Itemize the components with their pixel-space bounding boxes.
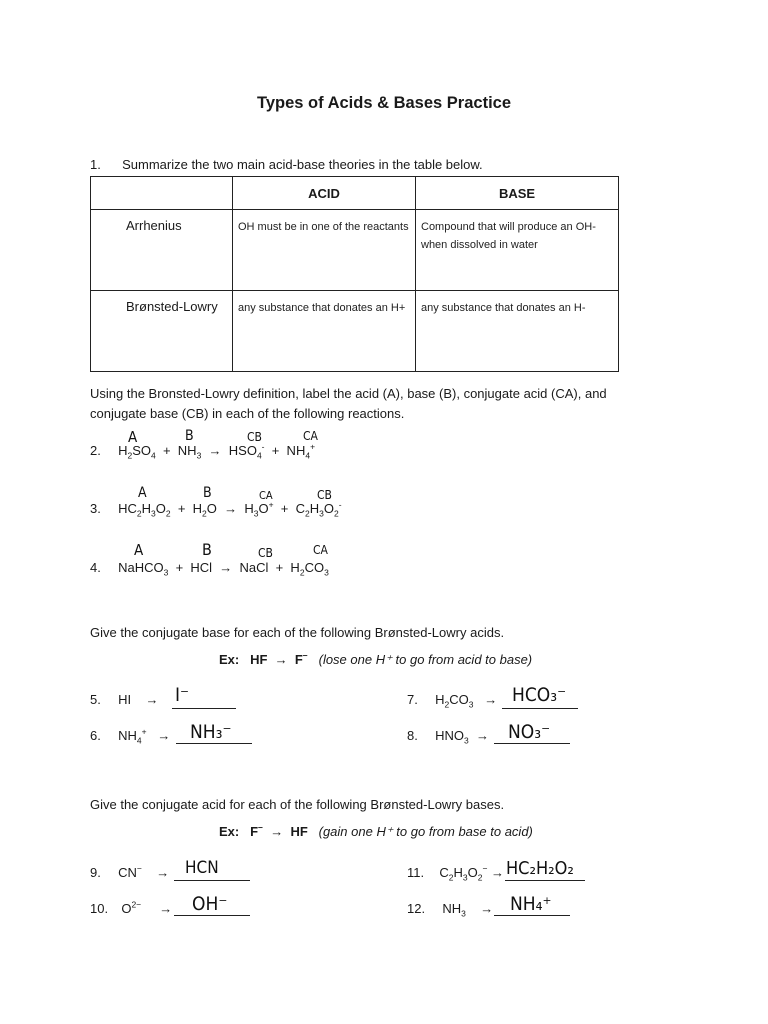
answer-blank — [502, 708, 578, 709]
question-7 — [407, 692, 498, 710]
table-header-empty — [91, 177, 233, 210]
question-9 — [90, 865, 169, 880]
question-formula: $O^{2-}$ → — [121, 899, 173, 916]
handwritten-label: CB — [258, 546, 273, 560]
conjugate-base-example — [219, 652, 532, 668]
label-instructions: Using the Bronsted-Lowry definition, label the acid (A), base (B), conjugate acid (CA), and conjugate base (CB) in each of the following reactions. — [90, 386, 607, 421]
theory-name: Arrhenius — [91, 210, 233, 291]
table-header-acid: ACID — [233, 177, 416, 210]
example-note: (gain one H⁺ to go from base to acid) — [318, 824, 533, 839]
handwritten-label: CA — [303, 429, 318, 443]
table-header-row — [91, 177, 619, 210]
question-6 — [90, 726, 171, 746]
example-equation: F− → HF — [250, 822, 308, 839]
handwritten-label: CA — [259, 489, 273, 502]
reaction-equation: NaHCO$_3$ + HCl → NaCl + $H_2CO_3$ — [118, 560, 329, 578]
question-prompt: Summarize the two main acid-base theories in the table below. — [122, 157, 483, 172]
reaction-4 — [90, 560, 329, 578]
example-equation: HF → F− — [250, 650, 308, 667]
page-title: Types of Acids & Bases Practice — [256, 94, 512, 112]
reaction-number: 2. — [90, 443, 101, 458]
handwritten-label: B — [185, 428, 194, 444]
handwritten-label: CB — [247, 430, 262, 444]
question-number: 8. — [407, 728, 418, 743]
question-number: 1. — [90, 157, 101, 172]
handwritten-label: B — [202, 540, 212, 559]
question-1 — [90, 157, 483, 172]
handwritten-label: CA — [313, 543, 328, 557]
table-header-base: BASE — [416, 177, 619, 210]
question-formula: $C_2H_3O_2^-$ → — [439, 863, 505, 883]
handwritten-answer: HCN — [185, 858, 219, 878]
acid-base-theory-table — [90, 176, 619, 372]
question-formula: $HNO_3$ → — [435, 728, 489, 746]
question-number: 6. — [90, 728, 101, 743]
question-8 — [407, 728, 489, 746]
table-row — [91, 210, 619, 291]
acid-definition: OH must be in one of the reactants — [233, 210, 416, 291]
example-label: Ex: — [219, 652, 240, 667]
reaction-equation: $H_2SO_4 + NH_3 \to HSO_4^- + NH_4^+$ — [118, 441, 316, 461]
question-number: 7. — [407, 692, 418, 707]
example-note: (lose one H⁺ to go from acid to base) — [318, 652, 533, 667]
question-11 — [407, 863, 505, 883]
reaction-number: 3. — [90, 501, 101, 516]
answer-blank — [172, 708, 236, 709]
conjugate-acid-example — [219, 824, 533, 840]
answer-blank — [505, 880, 585, 881]
handwritten-answer: OH⁻ — [192, 893, 228, 915]
question-10 — [90, 901, 172, 916]
question-number: 12. — [407, 901, 426, 916]
conjugate-base-prompt: Give the conjugate base for each of the following Brønsted-Lowry acids. — [90, 625, 505, 640]
answer-blank — [174, 880, 250, 881]
reaction-2 — [90, 441, 316, 461]
base-definition: any substance that donates an H- — [416, 291, 619, 372]
theory-name: Brønsted-Lowry — [91, 291, 233, 372]
answer-blank — [494, 915, 570, 916]
question-formula: $NH_3$ → — [442, 901, 494, 919]
handwritten-answer: HCO₃⁻ — [512, 684, 567, 706]
reaction-number: 4. — [90, 560, 101, 575]
question-5 — [90, 692, 159, 707]
handwritten-label: A — [134, 541, 144, 559]
answer-blank — [176, 743, 252, 744]
answer-blank — [494, 743, 570, 744]
question-formula: $H_2CO_3$ → — [435, 692, 498, 710]
handwritten-answer: I⁻ — [175, 684, 190, 706]
handwritten-label: B — [203, 485, 212, 501]
question-number: 5. — [90, 692, 101, 707]
reaction-3 — [90, 499, 342, 519]
question-number: 10. — [90, 901, 109, 916]
acid-definition: any substance that donates an H+ — [233, 291, 416, 372]
question-formula: CN− → — [118, 863, 170, 880]
example-label: Ex: — [219, 824, 240, 839]
handwritten-answer: NH₄⁺ — [510, 893, 552, 915]
question-number: 9. — [90, 865, 101, 880]
handwritten-label: A — [138, 485, 147, 501]
handwritten-answer: NH₃⁻ — [190, 721, 232, 743]
question-formula: HI → — [118, 692, 159, 707]
handwritten-label: A — [128, 428, 138, 446]
question-formula: $NH_4^+$ → — [118, 726, 171, 746]
base-definition: Compound that will produce an OH- when dissolved in water — [416, 210, 619, 291]
handwritten-answer: HC₂H₂O₂ — [506, 858, 574, 879]
table-row — [91, 291, 619, 372]
question-12 — [407, 901, 494, 919]
question-number: 11. — [407, 865, 425, 880]
reaction-equation: $HC_2H_3O_2 + H_2O \to H_3O^+ + C_2H_3O_2^-$ — [118, 499, 342, 519]
handwritten-answer: NO₃⁻ — [508, 721, 551, 743]
handwritten-label: CB — [317, 488, 332, 502]
conjugate-acid-prompt: Give the conjugate acid for each of the following Brønsted-Lowry bases. — [90, 797, 505, 812]
answer-blank — [174, 915, 250, 916]
